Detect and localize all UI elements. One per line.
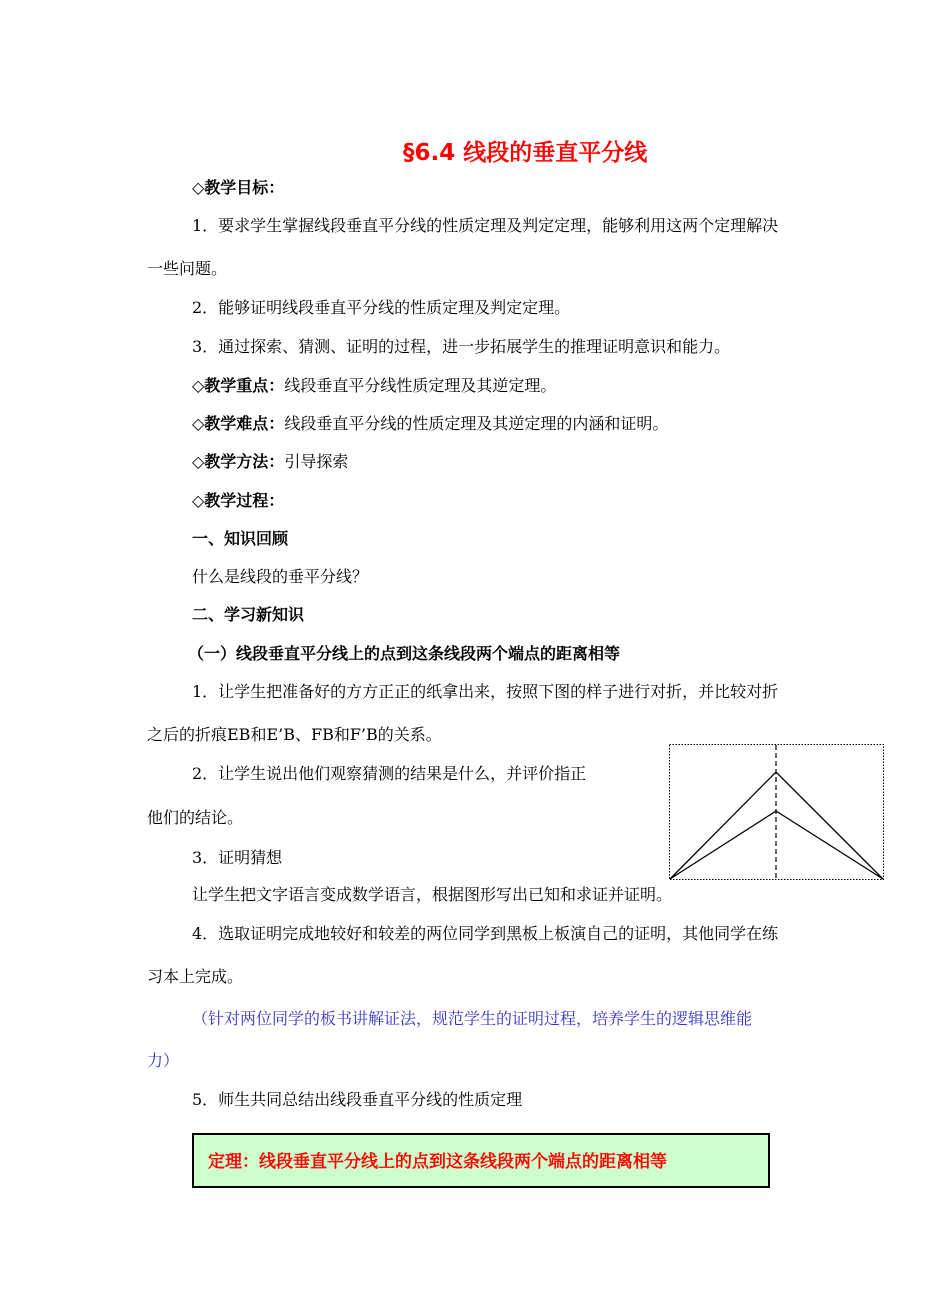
section1-heading: 一、知识回顾 (192, 529, 289, 548)
difficulty-label: ◇教学难点： (192, 414, 285, 433)
step4-line-1: 4．选取证明完成地较好和较差的两位同学到黑板上板演自己的证明，其他同学在练 (192, 924, 779, 943)
goal-item-3: 3．通过探索、猜测、证明的过程，进一步拓展学生的推理证明意识和能力。 (192, 337, 731, 356)
key-point (192, 376, 556, 396)
step2-line-2: 他们的结论。 (147, 808, 244, 827)
step1-line-1: 1．让学生把准备好的方方正正的纸拿出来，按照下图的样子进行对折，并比较对折 (192, 682, 779, 701)
step2-line-1: 2．让学生说出他们观察猜测的结果是什么，并评价指正 (192, 764, 587, 783)
goals-heading: ◇教学目标： (192, 178, 285, 197)
section2-heading: 二、学习新知识 (192, 605, 305, 624)
goal-item-1-line-2: 一些问题。 (147, 259, 228, 278)
theorem-box (192, 1133, 770, 1188)
teaching-note-line-1: （针对两位同学的板书讲解证法，规范学生的证明过程，培养学生的逻辑思维能 (192, 1009, 753, 1028)
step1-line-2: 之后的折痕EB和E’B、FB和F’B的关系。 (147, 725, 442, 744)
section2-subheading: （一）线段垂直平分线上的点到这条线段两个端点的距离相等 (188, 644, 621, 663)
step3-detail: 让学生把文字语言变成数学语言，根据图形写出已知和求证并证明。 (192, 885, 673, 904)
difficulty (192, 414, 668, 434)
page-title: §6.4 线段的垂直平分线 (403, 140, 648, 166)
theorem-text: 定理：线段垂直平分线上的点到这条线段两个端点的距离相等 (208, 1152, 667, 1172)
method-text: 引导探索 (284, 452, 349, 471)
difficulty-text: 线段垂直平分线的性质定理及其逆定理的内涵和证明。 (284, 414, 669, 433)
method (192, 452, 348, 472)
teaching-note-line-2: 力） (147, 1051, 180, 1070)
step4-line-2: 习本上完成。 (147, 967, 244, 986)
goal-item-1-line-1: 1．要求学生掌握线段垂直平分线的性质定理及判定定理，能够利用这两个定理解决 (192, 216, 779, 235)
step3: 3．证明猜想 (192, 848, 283, 867)
step5: 5．师生共同总结出线段垂直平分线的性质定理 (192, 1090, 523, 1109)
process-label: ◇教学过程： (192, 491, 285, 510)
folding-diagram (669, 744, 884, 880)
goal-item-2: 2．能够证明线段垂直平分线的性质定理及判定定理。 (192, 298, 571, 317)
section1-question: 什么是线段的垂平分线？ (192, 567, 369, 586)
method-label: ◇教学方法： (192, 452, 285, 471)
key-point-text: 线段垂直平分线性质定理及其逆定理。 (284, 376, 557, 395)
key-point-label: ◇教学重点： (192, 376, 285, 395)
